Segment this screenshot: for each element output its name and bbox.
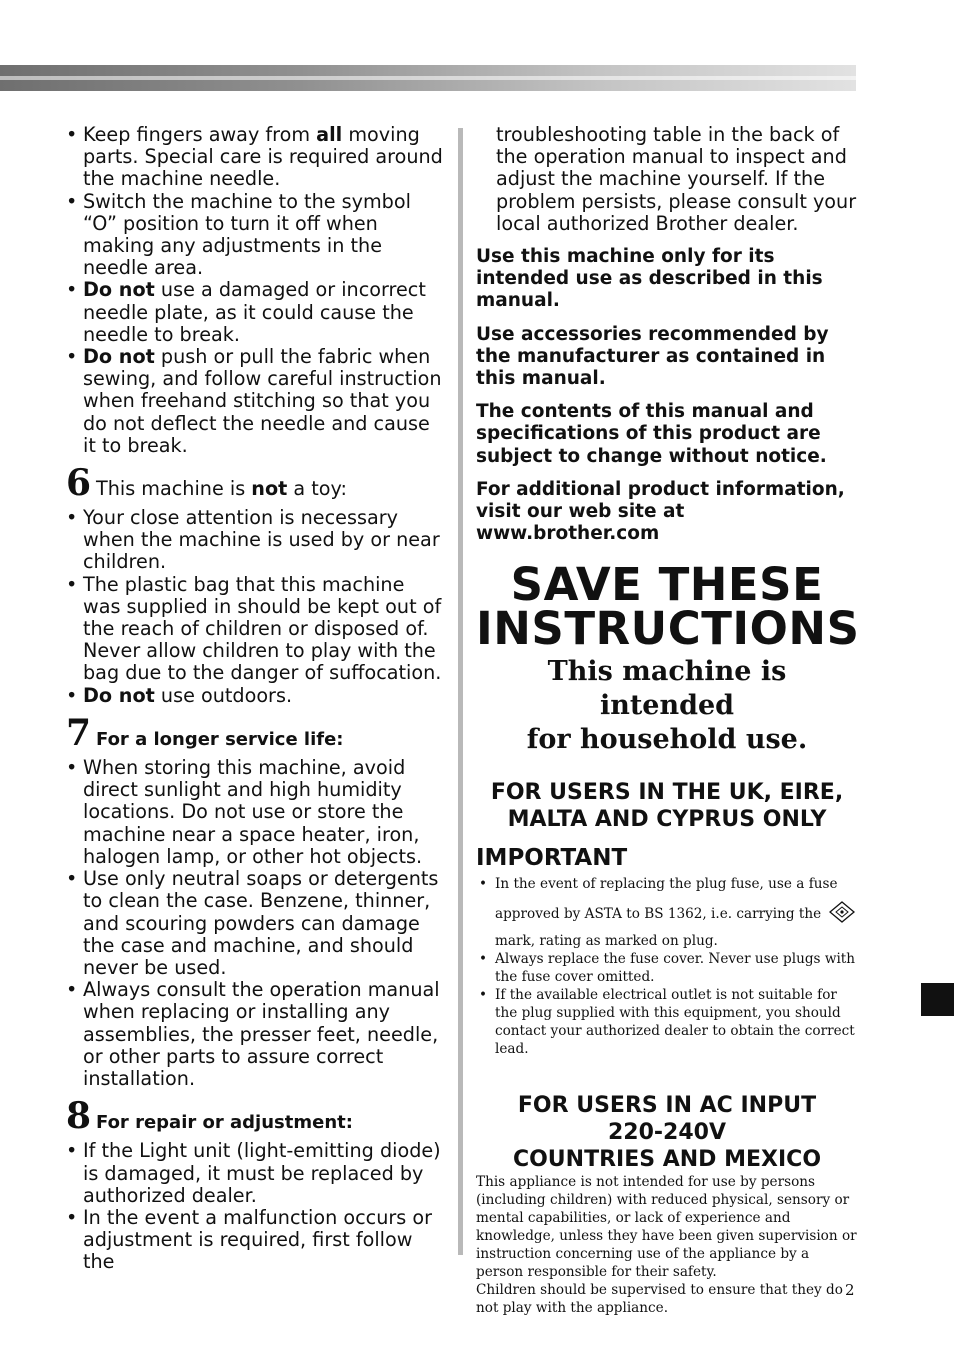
notice-change: The contents of this manual and specifications of this product are subject to change without notice.: [476, 401, 827, 467]
list-item: • If the available electrical outlet is not suitable for the plug supplied with this equipment, you should contact your authorized dealer to obtain the correct lead.: [476, 986, 858, 1058]
list-item: • Do not use a damaged or incorrect needle plate, as it could cause the needle to break.: [66, 279, 444, 346]
continued-paragraph: troubleshooting table in the back of the operation manual to inspect and adjust the machine yourself. If the problem persists, please consult your local authorized Brother dealer.: [496, 123, 857, 235]
section-8-list: [66, 1140, 444, 1273]
list-item: • Switch the machine to the symbol “O” position to turn it off when making any adjustments in the needle area.: [66, 191, 444, 280]
list-item: • Use only neutral soaps or detergents to clean the case. Benzene, thinner, and scouring powders can damage the case and machine, and should never be used.: [66, 868, 444, 979]
list-item: • In the event of replacing the plug fuse, use a fuse approved by ASTA to BS 1362, i.e. carrying the mark, rating as marked on plug.: [476, 875, 858, 950]
list-item: • The plastic bag that this machine was supplied in should be kept out of the reach of children or disposed of. Never allow children to play with the bag due to the danger of suffocation.: [66, 574, 444, 685]
section-number: 7: [66, 711, 92, 754]
page-number: 2: [845, 1281, 855, 1299]
list-item: • Your close attention is necessary when the machine is used by or near children.: [66, 507, 444, 574]
important-heading: IMPORTANT: [476, 845, 628, 872]
right-column: [476, 124, 858, 1317]
section-tab-marker: [921, 983, 954, 1016]
ac-input-paragraph: This appliance is not intended for use by persons (including children) with reduced physical, sensory or mental capabilities, or lack of experience and knowledge, unless they have been given supervision or instruction concerning use of the appliance by a person responsible for their safety.: [476, 1174, 857, 1281]
left-column: [66, 124, 444, 1274]
section-title: For repair or adjustment:: [96, 1112, 353, 1134]
list-item: • If the Light unit (light-emitting diode) is damaged, it must be replaced by authorized dealer.: [66, 1140, 444, 1207]
notice-accessories: Use accessories recommended by the manufacturer as contained in this manual.: [476, 323, 829, 390]
section-7-heading: [66, 711, 444, 754]
bsi-kitemark-icon: [829, 901, 855, 928]
safety-list-top: [66, 124, 444, 457]
ac-input-paragraph-children: Children should be supervised to ensure that they do not play with the appliance.: [476, 1282, 843, 1317]
ac-input-heading: FOR USERS IN AC INPUT 220-240V COUNTRIES AND MEXICO: [512, 1093, 822, 1173]
section-8-heading: [66, 1095, 444, 1138]
notice-intended-use: Use this machine only for its intended use as described in this manual.: [476, 246, 823, 312]
fuse-list: [476, 875, 858, 1058]
household-use-subtitle: This machine is intended for household use.: [526, 656, 808, 756]
list-item: • Do not use outdoors.: [66, 685, 444, 707]
list-item: • In the event a malfunction occurs or adjustment is required, first follow the: [66, 1207, 444, 1274]
list-item: • Always replace the fuse cover. Never use plugs with the fuse cover omitted.: [476, 950, 858, 986]
section-title: For a longer service life:: [96, 728, 344, 750]
section-number: 8: [66, 1095, 92, 1138]
notice-website: For additional product information, visit our web site at www.brother.com: [476, 478, 845, 545]
section-number: 6: [66, 462, 92, 505]
list-item: • Keep fingers away from all moving parts. Special care is required around the machine needle.: [66, 124, 444, 191]
column-divider: [458, 128, 463, 1255]
list-item: • Do not push or pull the fabric when sewing, and follow careful instruction when freehand stitching so that you do not deflect the needle and cause it to break.: [66, 346, 444, 457]
section-6-heading: 6 This machine is not a toy:: [66, 462, 347, 505]
section-6-list: [66, 507, 444, 707]
save-instructions-title: SAVE THESE INSTRUCTIONS: [476, 558, 860, 656]
header-gradient-bar: [0, 65, 856, 91]
section-7-list: [66, 757, 444, 1090]
list-item: • Always consult the operation manual when replacing or installing any assemblies, the presser feet, needle, or other parts to assure correct installation.: [66, 979, 444, 1090]
list-item: • When storing this machine, avoid direct sunlight and high humidity locations. Do not use or store the machine near a space heater, iron, halogen lamp, or other hot objects.: [66, 757, 444, 868]
uk-users-heading: FOR USERS IN THE UK, EIRE, MALTA AND CYPRUS ONLY: [490, 780, 844, 833]
